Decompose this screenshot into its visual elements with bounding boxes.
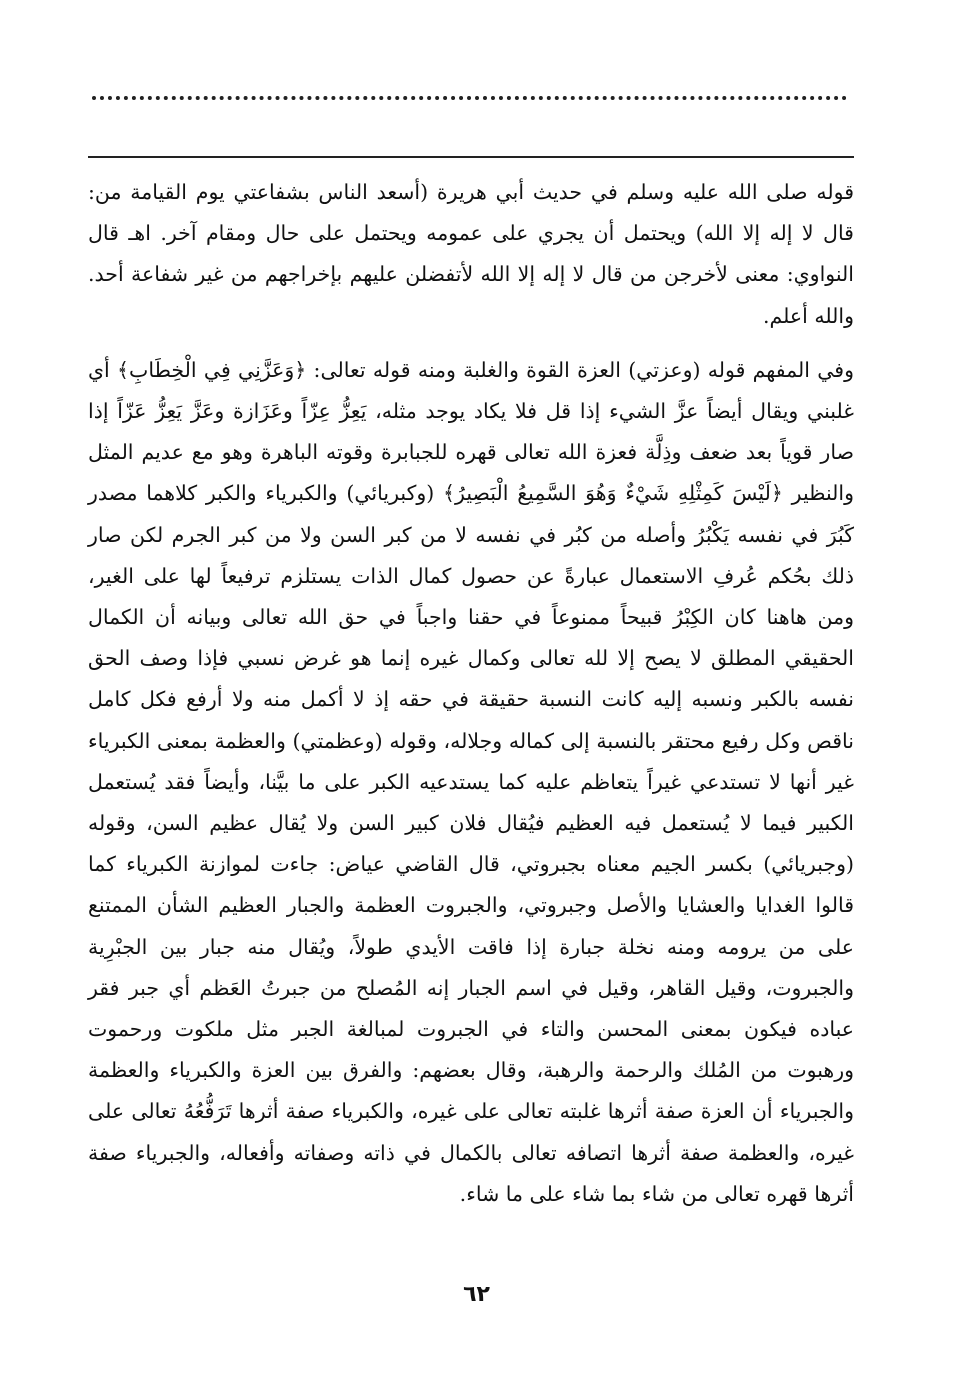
paragraph-hadith-commentary: قوله صلى الله عليه وسلم في حديث أبي هريرة (أسعد الناس بشفاعتي يوم القيامة من: قال لا إله إلا الله) ويحتمل أن يجري على عمومه ويحتمل على حال ومقام آخر. اهـ قال النواوي: معنى لأخرجن من قال لا إله إلا الله لأتفضلن عليهم بإخراجهم من غير شفاعة أحد. والله أعلم. (88, 180, 854, 328)
body-text (88, 172, 854, 1215)
paragraph-gap (88, 337, 854, 350)
paragraph-mufhim-commentary: وفي المفهم قوله (وعزتي) العزة القوة والغلبة ومنه قوله تعالى: ﴿وَعَزَّنِي فِي الْخِطَابِ﴾ أي غلبني ويقال أيضاً عزَّ الشيء إذا قل فلا يكاد يوجد مثله، يَعِزُّ عِزّاً وعَزَازة وعَزَّ يَعِزُّ عَزّاً إذا صار قوياً بعد ضعف وذِلَّة فعزة الله تعالى قهره للجبابرة وقوته الباهرة وهو مع عديم المثل والنظير ﴿لَيْسَ كَمِثْلِهِ شَيْءٌ وَهُوَ السَّمِيعُ الْبَصِيرُ﴾ (وكبريائي) والكبرياء والكبر كلاهما مصدر كَبُرَ في نفسه يَكْبُرُ وأصله من كبُر في نفسه لا من كبر السن ولا من كبر الجرم لكن صار ذلك بحُكم عُرفِ الاستعمال عبارةً عن حصول كمال الذات يستلزم ترفيعاً لها على الغير، ومن هاهنا كان الكِبْرُ قبيحاً ممنوعاً في حقنا واجباً في حق الله تعالى وبيانه أن الكمال الحقيقي المطلق لا يصح إلا لله تعالى وكمال غيره إنما هو غرض نسبي فإذا وصف الحق نفسه بالكبر ونسبه إليه كانت النسبة حقيقة في حقه إذ لا أكمل منه ولا أرفع فكل كامل ناقص وكل رفيع محتقر بالنسبة إلى كماله وجلاله، وقوله (وعظمتي) والعظمة بمعنى الكبرياء غير أنها لا تستدعي غيراً يتعاظم عليه كما يستدعيه الكبر على ما بيَّنا، وأيضاً فقد يُستعمل الكبير فيما لا يُستعمل فيه العظيم فيُقال فلان كبير السن ولا يُقال عظيم السن، وقوله (وجبريائي) بكسر الجيم معناه بجبروتي، قال القاضي عياض: جاءت لموازنة الكبرياء كما قالوا الغدايا والعشايا والأصل وجبروتي، والجبروت العظمة والجبار العظيم الشأن الممتنع على من يرومه ومنه نخلة جبارة إذا فاقت الأيدي طولاً، ويُقال منه جبار بين الجبْرِية والجبروت، وقيل القاهر، وقيل في اسم الجبار إنه المُصلح من جبرتُ العَظم أي جبر فقر عباده فيكون بمعنى المحسن والتاء في الجبروت لمبالغة الجبر مثل ملكوت ورحموت ورهبوت من المُلك والرحمة والرهبة، وقال بعضهم: والفرق بين العزة والكبرياء والعظمة والجبرياء أن العزة صفة أثرها غلبته تعالى على غيره، والكبرياء صفة أثرها تَرَفُّعُهُ تعالى على غيره، والعظمة صفة أثرها اتصافه تعالى بالكمال في ذاته وصفاته وأفعاله، والجبرياء صفة أثرها قهره تعالى من شاء بما شاء على ما شاء. (88, 357, 854, 1206)
footnote-rule (88, 156, 854, 158)
dotted-separator (92, 96, 847, 100)
page-number: ٦٢ (463, 1282, 490, 1307)
